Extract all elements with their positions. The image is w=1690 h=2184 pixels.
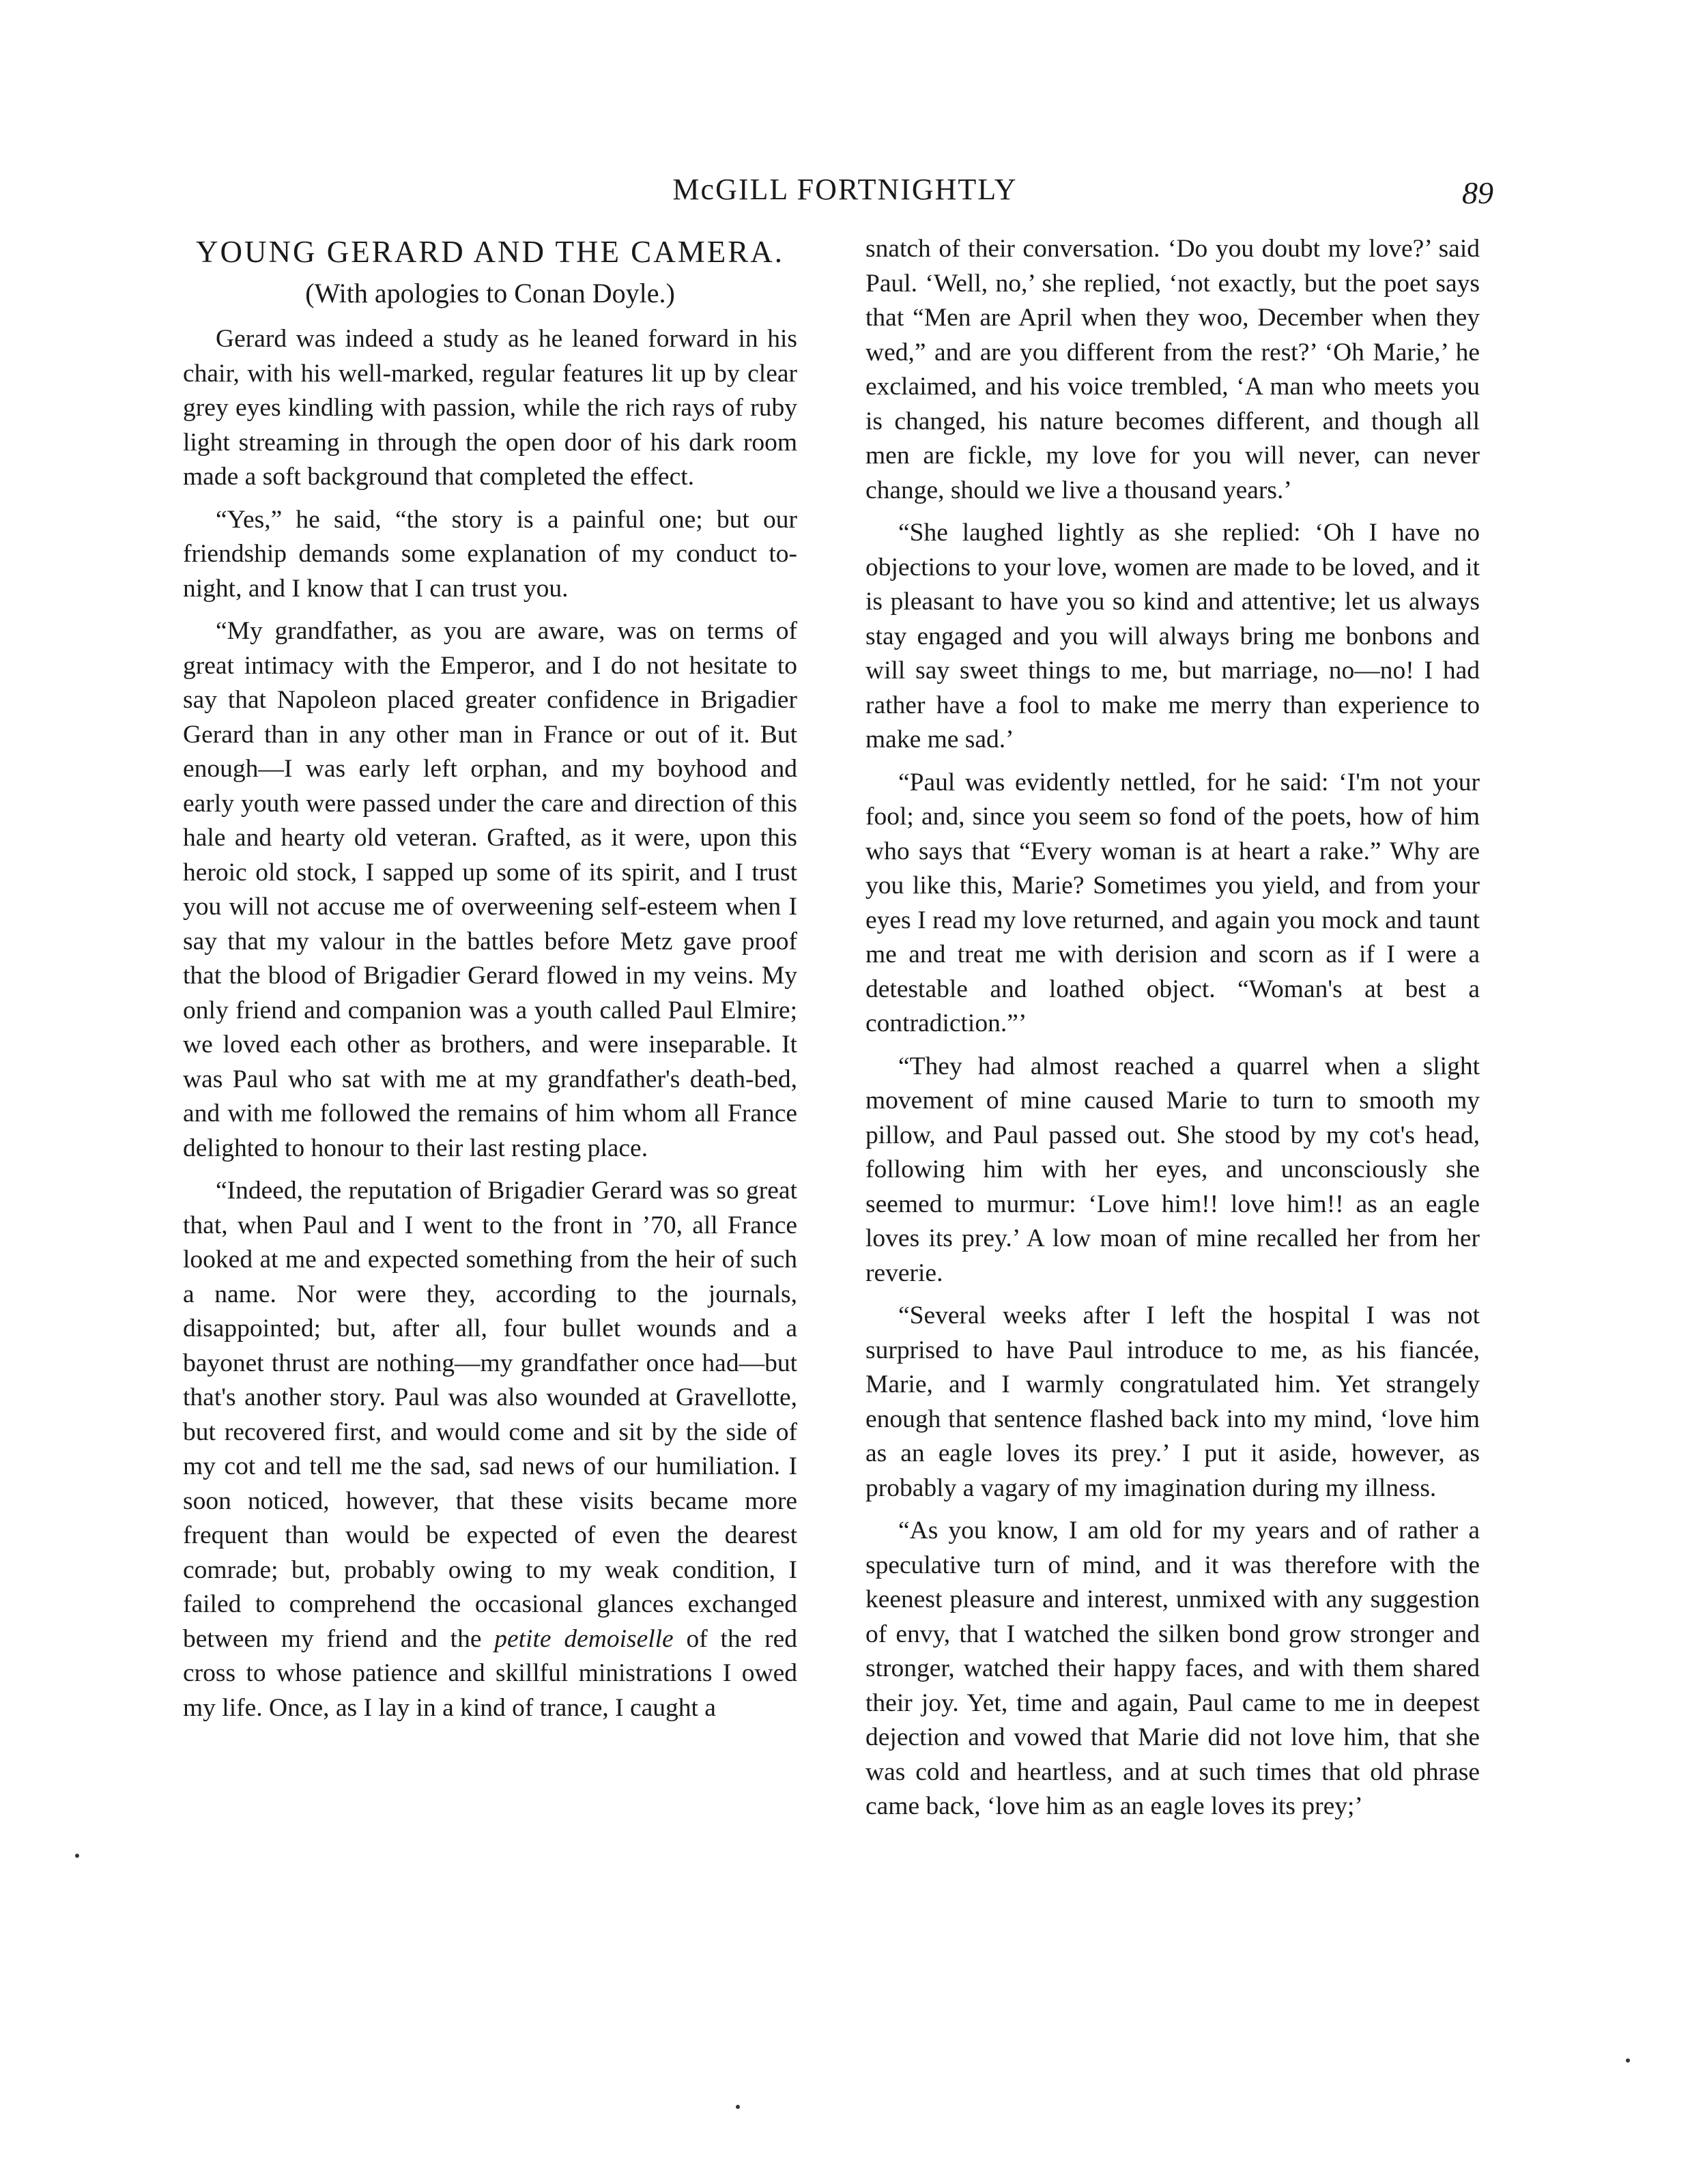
scan-speck <box>1626 2058 1630 2063</box>
italic-phrase: petite demoiselle <box>494 1624 674 1653</box>
running-head: McGILL FORTNIGHTLY <box>672 173 1018 206</box>
paragraph-text: “Indeed, the reputation of Brigadier Gerard was so great that, when Paul and I went to the front in ’70, all France looked at me and expected something from the heir of such a name. Nor were they, according to the journals, disappointed; but, after all, four bullet wounds and a bayonet thrust are nothing—my grandfather once had—but that's another story. Paul was also wounded at Gravellotte, but recovered first, and would come and sit by the side of my cot and tell me the sad, sad news of our humiliation. I soon noticed, however, that these visits became more frequent than would be expected of even the dearest comrade; but, probably owing to my weak condition, I failed to comprehend the occasional glances exchanged between my friend and the <box>183 1177 797 1653</box>
paragraph: “She laughed lightly as she replied: ‘Oh I have no objections to your love, women are made to be loved, and it is pleasant to have you so kind and attentive; let us always stay engaged and you will always bring me bonbons and will say sweet things to me, but marriage, no—no! I had rather have a fool to make me merry than experience to make me sad.’ <box>865 519 1480 753</box>
left-column <box>183 232 797 1734</box>
paragraph: snatch of their conversation. ‘Do you doubt my love?’ said Paul. ‘Well, no,’ she replied, ‘not exactly, but the poet says that “Men are April when they woo, December when they wed,” and are you different from the rest?’ ‘Oh Marie,’ he exclaimed, and his voice trembled, ‘A man who meets you is changed, his nature becomes different, and though all men are fickle, my love for you will never, can never change, should we live a thousand years.’ <box>865 235 1480 504</box>
right-column <box>865 232 1480 1833</box>
page-number: 89 <box>1462 175 1493 210</box>
paragraph: “Several weeks after I left the hospital I was not surprised to have Paul introduce to me, as his fiancée, Marie, and I warmly congratulated him. Yet strangely enough that sentence flashed back into my mind, ‘love him as an eagle loves its prey.’ I put it aside, however, as probably a vagary of my imagination during my illness. <box>865 1302 1480 1502</box>
paragraph: “Paul was evidently nettled, for he said: ‘I'm not your fool; and, since you seem so fond of the poets, how of him who says that “Every woman is at heart a rake.” Why are you like this, Marie? Sometimes you yield, and from your eyes I read my love returned, and again you mock and taunt me and treat me with derision and scorn as if I were a detestable and loathed object. “Woman's at best a contradiction.”’ <box>865 768 1480 1037</box>
paragraph: “They had almost reached a quarrel when a slight movement of mine caused Marie to turn to smooth my pillow, and Paul passed out. She stood by my cot's head, following him with her eyes, and unconsciously she seemed to murmur: ‘Love him!! love him!! as an eagle loves its prey.’ A low moan of mine recalled her from her reverie. <box>865 1052 1480 1287</box>
article-title: YOUNG GERARD AND THE CAMERA. <box>196 235 784 269</box>
paragraph: “As you know, I am old for my years and of rather a speculative turn of mind, and it was therefore with the keenest pleasure and interest, unmixed with any suggestion of envy, that I watched the silken bond grow stronger and stronger, watched their happy faces, and with them shared their joy. Yet, time and again, Paul came to me in deepest dejection and vowed that Marie did not love him, that she was cold and heartless, and at such times that old phrase came back, ‘love him as an eagle loves its prey;’ <box>865 1517 1480 1820</box>
scan-speck <box>75 1854 79 1858</box>
scan-speck <box>736 2105 740 2109</box>
paragraph: “My grandfather, as you are aware, was on terms of great intimacy with the Emperor, and I do not hesitate to say that Napoleon placed greater confidence in Brigadier Gerard than in any other man in France or out of it. But enough—I was early left orphan, and my boyhood and early youth were passed under the care and direction of this hale and hearty old veteran. Grafted, as it were, upon this heroic old stock, I sapped up some of its spirit, and I trust you will not accuse me of overweening self-esteem when I say that my valour in the battles before Metz gave proof that the blood of Brigadier Gerard flowed in my veins. My only friend and companion was a youth called Paul Elmire; we loved each other as brothers, and were inseparable. It was Paul who sat with me at my grandfather's death-bed, and with me followed the remains of him whom all France delighted to honour to their last resting place. <box>183 617 797 1162</box>
article-subtitle: (With apologies to Conan Doyle.) <box>305 278 675 308</box>
paragraph-text: of the red cross to whose patience and skillful ministrations I owed my life. Once, as I lay in a kind of trance, I caught a <box>183 1624 797 1722</box>
paragraph <box>183 1174 797 1725</box>
paragraph: “Yes,” he said, “the story is a painful one; but our friendship demands some explanation of my conduct to-night, and I know that I can trust you. <box>183 505 797 603</box>
paragraph: Gerard was indeed a study as he leaned forward in his chair, with his well-marked, regular features lit up by clear grey eyes kindling with passion, while the rich rays of ruby light streaming in through the open door of his dark room made a soft background that completed the effect. <box>183 325 797 491</box>
